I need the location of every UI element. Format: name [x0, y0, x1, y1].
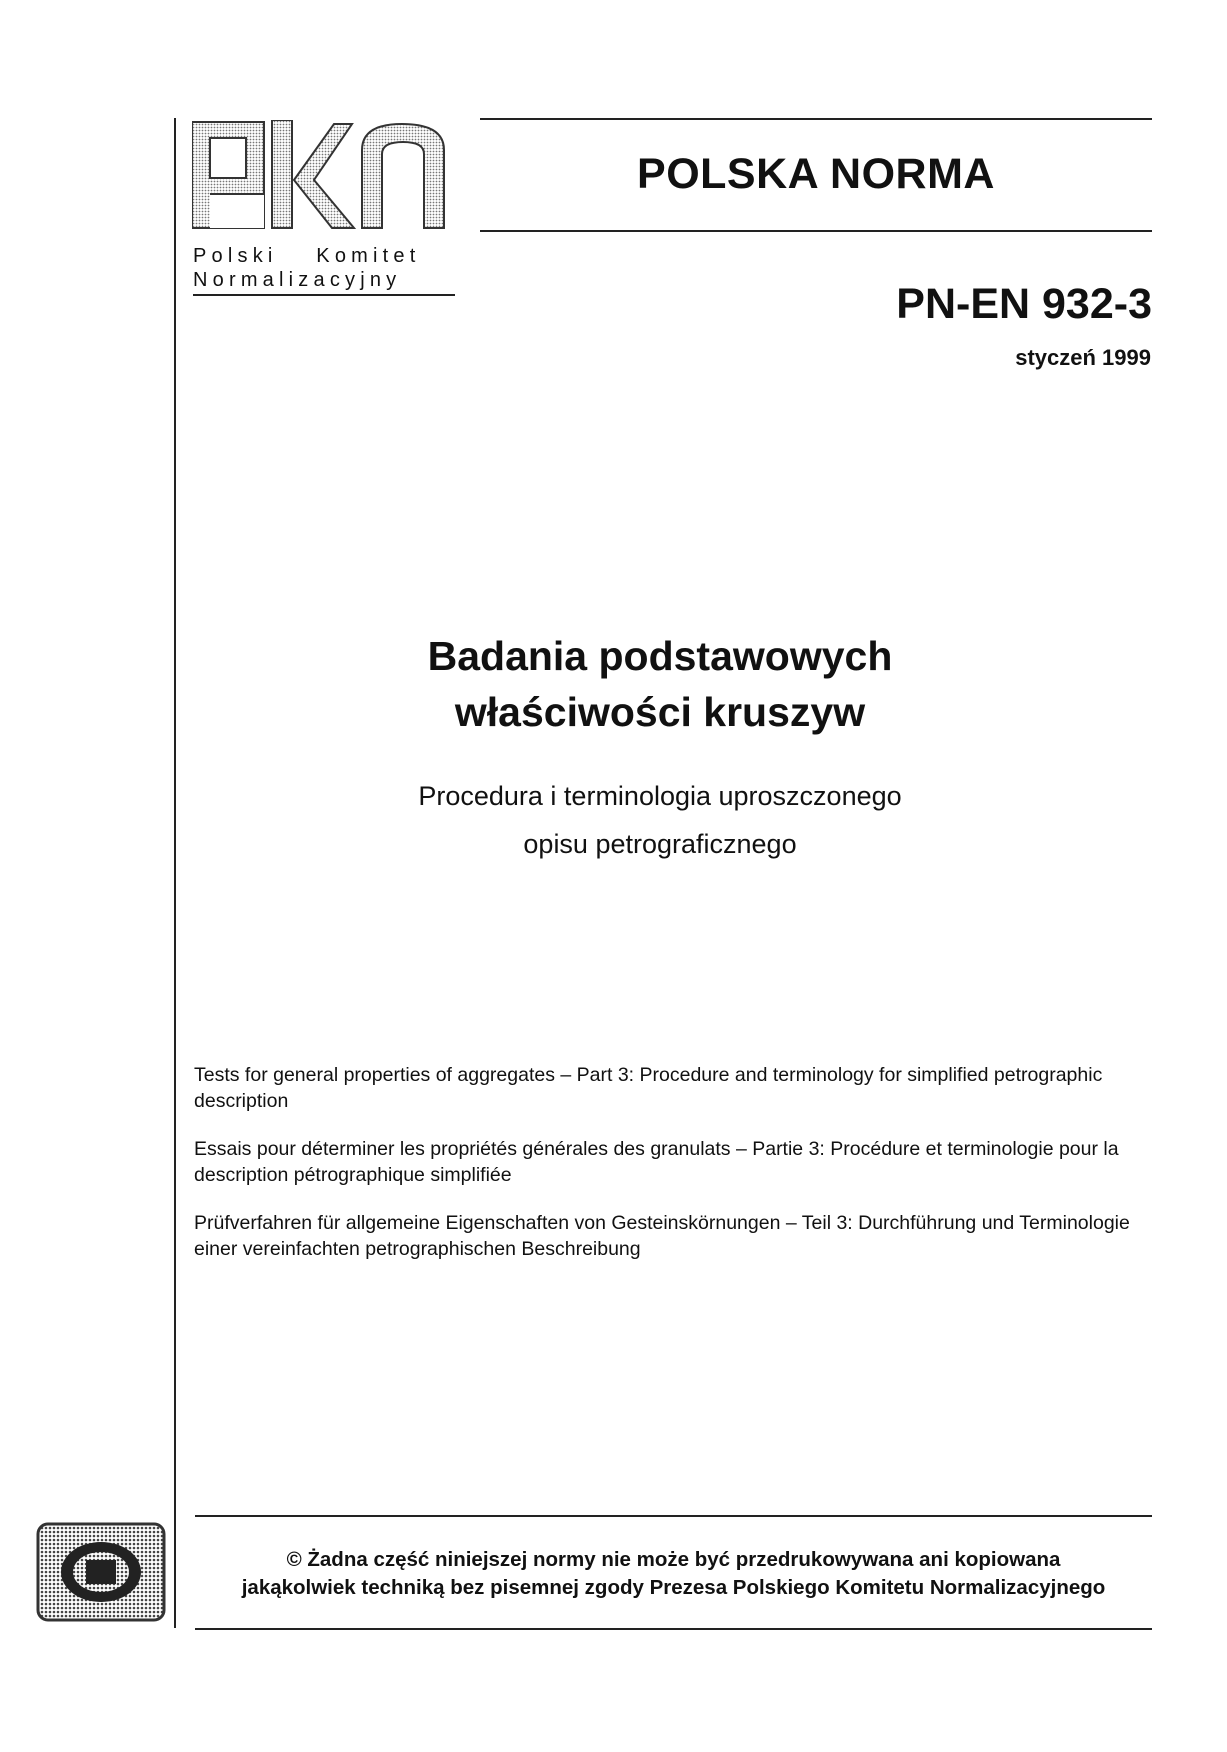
publication-date: styczeń 1999	[1015, 345, 1151, 370]
organization-underline	[193, 294, 455, 296]
organization-line-2: Normalizacyjny	[193, 269, 402, 291]
left-margin-rule	[174, 118, 176, 1628]
organization-name	[193, 244, 455, 296]
organization-line-1: Polski Komitet	[193, 245, 421, 267]
header-rule-bottom	[480, 230, 1152, 232]
title-line-2: właściwości kruszyw	[454, 689, 866, 735]
document-subtitle	[300, 772, 1020, 868]
french-title: Essais pour déterminer les propriétés générales des granulats – Partie 3: Procédure et terminologie pour la description pétrographique simplifiée	[194, 1138, 1119, 1186]
footer-rule-bottom	[195, 1628, 1152, 1630]
title-line-1: Badania podstawowych	[427, 633, 893, 679]
pkn-stamp-icon	[36, 1522, 166, 1622]
document-type: POLSKA NORMA	[637, 150, 995, 198]
copyright-line-1: © Żadna część niniejszej normy nie może być przedrukowywana ani kopiowana	[286, 1548, 1061, 1571]
english-title: Tests for general properties of aggregates – Part 3: Procedure and terminology for simplified petrographic description	[194, 1064, 1103, 1112]
pkn-logo-icon	[192, 120, 454, 258]
copyright-line-2: jakąkolwiek techniką bez pisemnej zgody Prezesa Polskiego Komitetu Normalizacyjnego	[241, 1576, 1106, 1599]
title-translations	[194, 1062, 1146, 1284]
subtitle-line-2: opisu petrograficznego	[523, 829, 797, 859]
subtitle-line-1: Procedura i terminologia uproszczonego	[418, 781, 902, 811]
copyright-notice	[195, 1546, 1152, 1602]
german-title: Prüfverfahren für allgemeine Eigenschaften von Gesteinskörnungen – Teil 3: Durchführung und Terminologie einer vereinfachten petrographischen Beschreibung	[194, 1212, 1130, 1260]
header-rule-top	[480, 118, 1152, 120]
standard-number: PN-EN 932-3	[896, 280, 1152, 328]
document-title	[300, 628, 1020, 740]
footer-rule-top	[195, 1515, 1152, 1517]
